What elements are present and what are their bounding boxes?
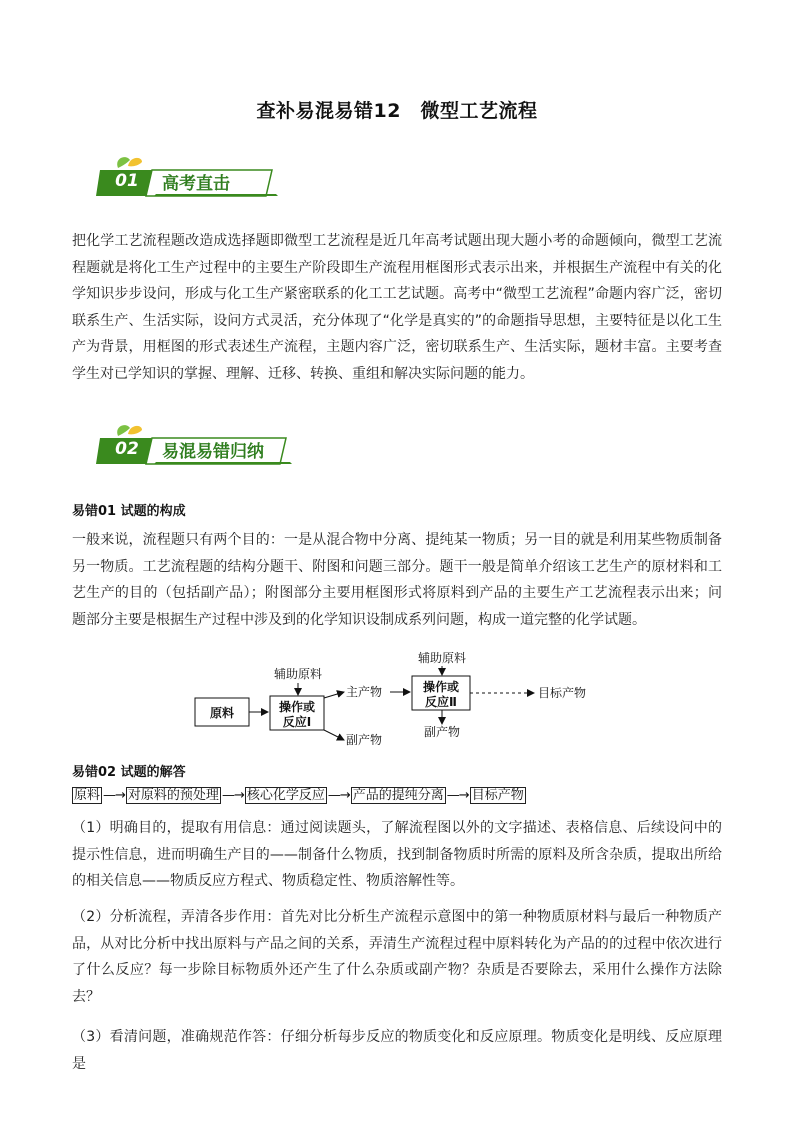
solution-step-2: （2）分析流程，弄清各步作用：首先对比分析生产流程示意图中的第一种物质原材料与最后一种物质产品，从对比分析中找出原料与产品之间的关系，弄清生产流程过程中原料转化为产品的的过程中依次进行了什么反应？每一步除目标物质外还产生了什么杂质或副产物？杂质是否要除去，采用什么操作方法除去？ xyxy=(72,909,722,1005)
flow-step: 对原料的预处理 xyxy=(127,788,219,803)
section-badge-02 xyxy=(96,424,296,464)
flow-step: 核心化学反应 xyxy=(246,788,325,803)
leaf-icon xyxy=(128,158,142,166)
section-label: 易混易错归纳 xyxy=(162,442,264,462)
section-label: 高考直击 xyxy=(162,174,230,194)
error-02-heading: 易错02 试题的解答 xyxy=(72,765,186,780)
solution-step-3: （3）看清问题，准确规范作答：仔细分析每步反应的物质变化和反应原理。物质变化是明线、反应原理是 xyxy=(72,1029,722,1072)
flow-arrow: —→ xyxy=(327,788,350,803)
aux-material-1-label: 辅助原料 xyxy=(273,667,323,681)
leaf-icon xyxy=(117,425,130,436)
flow-step: 原料 xyxy=(74,788,101,803)
solution-step-1: （1）明确目的，提取有用信息：通过阅读题头，了解流程图以外的文字描述、表格信息、后续设问中的提示性信息，进而明确生产目的——制备什么物质，找到制备物质时所需的原料及所含杂质，提取出所给的相关信息——物质反应方程式、物质稳定性、物质溶解性等。 xyxy=(72,820,722,890)
raw-material-label: 原料 xyxy=(209,706,235,720)
section-number: 02 xyxy=(115,439,139,459)
main-product-label: 主产物 xyxy=(346,685,383,699)
by-product-2-label: 副产物 xyxy=(423,725,461,739)
page-title: 查补易混易错12 微型工艺流程 xyxy=(256,100,538,122)
solution-flow xyxy=(72,784,526,803)
operation-2-line2: 反应Ⅱ xyxy=(425,695,457,709)
section-badge-01 xyxy=(96,156,286,196)
aux-material-2-label: 辅助原料 xyxy=(417,651,467,665)
arrow xyxy=(324,730,344,740)
process-flow-diagram xyxy=(0,648,794,758)
flow-step: 产品的提纯分离 xyxy=(352,788,444,803)
flow-step: 目标产物 xyxy=(471,788,524,803)
operation-2-line1: 操作或 xyxy=(422,680,460,694)
section-number: 01 xyxy=(115,171,139,191)
flow-arrow: —→ xyxy=(446,788,469,803)
arrow xyxy=(324,692,344,698)
target-product-label: 目标产物 xyxy=(538,686,587,700)
leaf-icon xyxy=(128,426,142,434)
leaf-icon xyxy=(117,157,130,168)
intro-paragraph: 把化学工艺流程题改造成选择题即微型工艺流程是近几年高考试题出现大题小考的命题倾向，微型工艺流程题就是将化工生产过程中的主要生产阶段即生产流程用框图形式表示出来，并根据生产流程中有关的化学知识步步设问，形成与化工生产紧密联系的化工工艺试题。高考中“微型工艺流程”命题内容广泛，密切联系生产、生活实际，设问方式灵活，充分体现了“化学是真实的”的命题指导思想，主要特征是以化工生产为背景，用框图的形式表述生产流程，主题内容广泛，密切联系生产、生活实际，题材丰富。主要考查学生对已学知识的掌握、理解、迁移、转换、重组和解决实际问题的能力。 xyxy=(72,233,722,382)
error-01-paragraph: 一般来说，流程题只有两个目的：一是从混合物中分离、提纯某一物质；另一目的就是利用某些物质制备另一物质。工艺流程题的结构分题干、附图和问题三部分。题干一般是简单介绍该工艺生产的原材料和工艺生产的目的（包括副产品）；附图部分主要用框图形式将原料到产品的主要生产工艺流程表示出来；问题部分主要是根据生产过程中涉及到的化学知识设制成系列问题，构成一道完整的化学试题。 xyxy=(72,532,722,628)
error-01-heading: 易错01 试题的构成 xyxy=(72,504,186,519)
operation-1-line1: 操作或 xyxy=(278,700,316,714)
flow-arrow: —→ xyxy=(103,788,125,803)
operation-1-line2: 反应Ⅰ xyxy=(282,715,312,729)
by-product-1-label: 副产物 xyxy=(346,733,383,747)
flow-arrow: —→ xyxy=(221,788,244,803)
